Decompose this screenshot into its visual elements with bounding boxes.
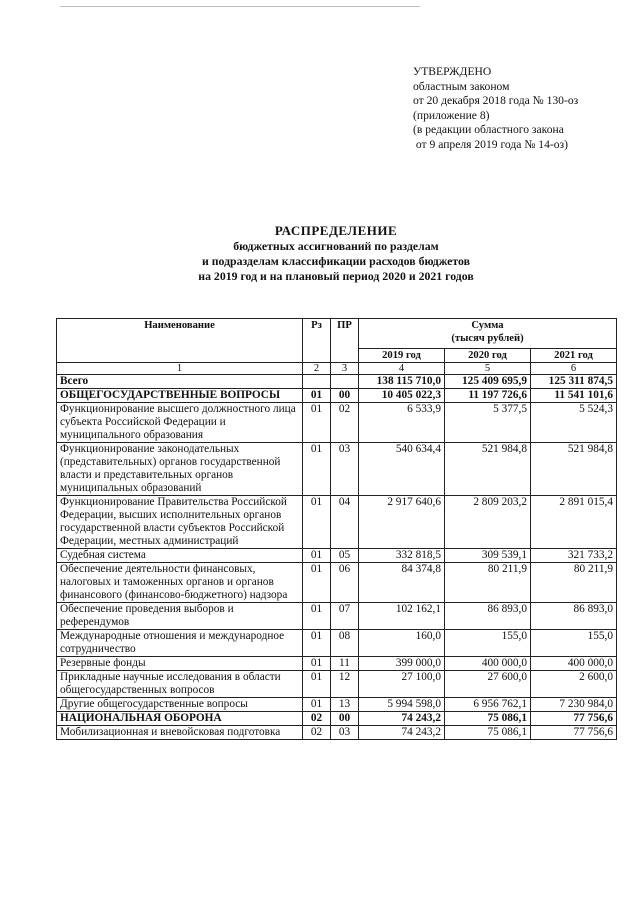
row-rz: 01 — [303, 496, 331, 549]
row-rz: 01 — [303, 657, 331, 671]
row-rz: 01 — [303, 630, 331, 657]
row-value-2021: 2 891 015,4 — [531, 496, 617, 549]
table-row — [57, 375, 617, 389]
row-pr: 00 — [331, 712, 359, 726]
row-value-2020: 75 086,1 — [445, 712, 531, 726]
row-name: Резервные фонды — [57, 657, 303, 671]
row-value-2021: 11 541 101,6 — [531, 389, 617, 403]
header-sum-unit: (тысяч рублей) — [451, 333, 524, 344]
row-value-2019: 84 374,8 — [359, 563, 445, 603]
table-row — [57, 671, 617, 698]
document-title: РАСПРЕДЕЛЕНИЕ — [274, 223, 398, 238]
row-name: Функционирование Правительства Российской Федерации, высших исполнительных органов государственной власти субъектов Российской Федерации, местных администраций — [57, 496, 303, 549]
row-value-2021: 77 756,6 — [531, 726, 617, 740]
row-name: НАЦИОНАЛЬНАЯ ОБОРОНА — [57, 712, 303, 726]
table-row — [57, 563, 617, 603]
row-value-2019: 74 243,2 — [359, 726, 445, 740]
table-row — [57, 726, 617, 740]
row-rz: 01 — [303, 549, 331, 563]
row-pr: 11 — [331, 657, 359, 671]
row-pr: 04 — [331, 496, 359, 549]
row-value-2020: 75 086,1 — [445, 726, 531, 740]
row-value-2019: 138 115 710,0 — [359, 375, 445, 389]
row-pr: 06 — [331, 563, 359, 603]
row-pr: 08 — [331, 630, 359, 657]
row-value-2020: 125 409 695,9 — [445, 375, 531, 389]
row-value-2021: 400 000,0 — [531, 657, 617, 671]
column-index: 6 — [531, 363, 617, 375]
row-value-2021: 155,0 — [531, 630, 617, 657]
row-value-2021: 7 230 984,0 — [531, 698, 617, 712]
row-pr: 00 — [331, 389, 359, 403]
row-value-2020: 5 377,5 — [445, 403, 531, 443]
table-row — [57, 630, 617, 657]
row-pr: 03 — [331, 726, 359, 740]
row-value-2021: 77 756,6 — [531, 712, 617, 726]
table-row — [57, 712, 617, 726]
budget-allocation-table — [56, 318, 617, 740]
row-name: Международные отношения и международное сотрудничество — [57, 630, 303, 657]
row-name: Обеспечение деятельности финансовых, налоговых и таможенных органов и органов финансового (финансово-бюджетного) надзора — [57, 563, 303, 603]
column-index: 1 — [57, 363, 303, 375]
column-index: 3 — [331, 363, 359, 375]
row-value-2020: 309 539,1 — [445, 549, 531, 563]
row-value-2020: 86 893,0 — [445, 603, 531, 630]
table-row — [57, 698, 617, 712]
row-value-2020: 400 000,0 — [445, 657, 531, 671]
row-pr: 07 — [331, 603, 359, 630]
column-index: 5 — [445, 363, 531, 375]
row-value-2019: 27 100,0 — [359, 671, 445, 698]
approval-line: от 9 апреля 2019 года № 14-оз) — [413, 137, 568, 151]
row-value-2021: 86 893,0 — [531, 603, 617, 630]
row-value-2019: 5 994 598,0 — [359, 698, 445, 712]
row-value-2021: 521 984,8 — [531, 443, 617, 496]
row-rz: 01 — [303, 563, 331, 603]
header-pr: ПР — [331, 319, 359, 363]
row-pr: 05 — [331, 549, 359, 563]
row-value-2019: 6 533,9 — [359, 403, 445, 443]
header-year-2019: 2019 год — [359, 349, 445, 363]
row-value-2021: 125 311 874,5 — [531, 375, 617, 389]
row-pr — [331, 375, 359, 389]
header-year-2021: 2021 год — [531, 349, 617, 363]
row-value-2020: 80 211,9 — [445, 563, 531, 603]
document-subtitle-line: бюджетных ассигнований по разделам — [233, 239, 439, 253]
row-rz: 02 — [303, 726, 331, 740]
row-value-2020: 521 984,8 — [445, 443, 531, 496]
header-year-2020: 2020 год — [445, 349, 531, 363]
row-name: Функционирование законодательных (представительных) органов государственной власти и представительных органов муниципальных образований — [57, 443, 303, 496]
row-value-2020: 2 809 203,2 — [445, 496, 531, 549]
row-name: Судебная система — [57, 549, 303, 563]
document-subtitle-line: на 2019 год и на плановый период 2020 и 2021 годов — [198, 269, 474, 283]
header-sum-label: Сумма — [471, 320, 504, 331]
approval-line: областным законом — [413, 79, 510, 93]
approval-line: (в редакции областного закона — [413, 123, 564, 136]
scan-top-edge-line — [60, 6, 420, 7]
header-sum — [359, 319, 617, 349]
row-rz: 02 — [303, 712, 331, 726]
row-rz: 01 — [303, 698, 331, 712]
row-value-2019: 399 000,0 — [359, 657, 445, 671]
table-row — [57, 496, 617, 549]
row-value-2021: 5 524,3 — [531, 403, 617, 443]
row-name: Функционирование высшего должностного лица субъекта Российской Федерации и муниципального образования — [57, 403, 303, 443]
row-name: Всего — [57, 375, 303, 389]
header-name: Наименование — [57, 319, 303, 363]
column-index: 4 — [359, 363, 445, 375]
row-pr: 13 — [331, 698, 359, 712]
row-name: ОБЩЕГОСУДАРСТВЕННЫЕ ВОПРОСЫ — [57, 389, 303, 403]
approval-line: УТВЕРЖДЕНО — [413, 65, 492, 78]
row-value-2019: 332 818,5 — [359, 549, 445, 563]
row-pr: 03 — [331, 443, 359, 496]
row-name: Другие общегосударственные вопросы — [57, 698, 303, 712]
table-row — [57, 657, 617, 671]
row-rz: 01 — [303, 671, 331, 698]
approval-line: (приложение 8) — [413, 108, 490, 122]
table-row — [57, 403, 617, 443]
row-name: Обеспечение проведения выборов и референдумов — [57, 603, 303, 630]
row-name: Мобилизационная и вневойсковая подготовка — [57, 726, 303, 740]
row-value-2021: 2 600,0 — [531, 671, 617, 698]
column-index-row — [57, 363, 617, 375]
row-value-2020: 27 600,0 — [445, 671, 531, 698]
row-value-2019: 160,0 — [359, 630, 445, 657]
approval-stamp — [413, 65, 578, 152]
row-value-2020: 155,0 — [445, 630, 531, 657]
row-rz: 01 — [303, 389, 331, 403]
row-pr: 02 — [331, 403, 359, 443]
row-value-2020: 6 956 762,1 — [445, 698, 531, 712]
row-rz — [303, 375, 331, 389]
row-rz: 01 — [303, 443, 331, 496]
row-rz: 01 — [303, 603, 331, 630]
row-value-2020: 11 197 726,6 — [445, 389, 531, 403]
row-value-2019: 540 634,4 — [359, 443, 445, 496]
row-pr: 12 — [331, 671, 359, 698]
table-row — [57, 603, 617, 630]
document-heading — [150, 223, 522, 284]
table-row — [57, 549, 617, 563]
row-value-2019: 2 917 640,6 — [359, 496, 445, 549]
table-row — [57, 443, 617, 496]
row-value-2019: 10 405 022,3 — [359, 389, 445, 403]
row-value-2021: 321 733,2 — [531, 549, 617, 563]
row-value-2019: 102 162,1 — [359, 603, 445, 630]
row-value-2021: 80 211,9 — [531, 563, 617, 603]
table-row — [57, 389, 617, 403]
row-value-2019: 74 243,2 — [359, 712, 445, 726]
document-subtitle-line: и подразделам классификации расходов бюджетов — [201, 254, 471, 268]
row-rz: 01 — [303, 403, 331, 443]
column-index: 2 — [303, 363, 331, 375]
approval-line: от 20 декабря 2018 года № 130-оз — [413, 94, 579, 107]
header-rz: Рз — [303, 319, 331, 363]
row-name: Прикладные научные исследования в области общегосударственных вопросов — [57, 671, 303, 698]
